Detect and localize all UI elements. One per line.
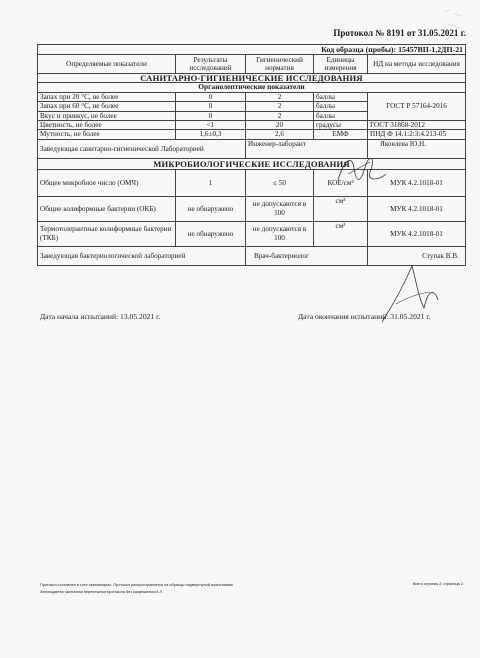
footer-note-2: Запрещается частичная перепечатка протокола без разрешения И.Л.	[40, 590, 163, 594]
sample-code: Код образца (пробы): 15457ВП-1,2ДП-21	[38, 45, 466, 55]
scan-artifact-mark	[440, 6, 470, 36]
table-row	[38, 196, 466, 221]
row-method: МУК 4.2.1018-01	[368, 196, 466, 221]
row-norm: не допускаются в 100	[246, 221, 314, 246]
row-norm: 2,6	[246, 130, 314, 139]
row-name: Термотолерантные колиформные бактерии (ТКБ)	[38, 221, 176, 246]
table-row	[38, 130, 466, 139]
section-micro-title: МИКРОБИОЛОГИЧЕСКИЕ ИССЛЕДОВАНИЯ	[38, 158, 466, 169]
row-norm: 2	[246, 102, 314, 111]
row-name: Мутность, не более	[38, 130, 176, 139]
row-unit: баллы	[314, 111, 368, 120]
table-row	[38, 121, 466, 130]
row-norm: не допускаются в 100	[246, 196, 314, 221]
row-result: не обнаружено	[176, 221, 246, 246]
row-name: Запах при 60 °С, не более	[38, 102, 176, 111]
sanitary-signer: Яковлева Ю.Н.	[368, 139, 466, 158]
table-row	[38, 169, 466, 196]
header-indicators: Определяемые показатели	[38, 55, 176, 74]
row-name: Цветность, не более	[38, 121, 176, 130]
row-method: ГОСТ 31868-2012	[368, 121, 466, 130]
row-norm: 2	[246, 111, 314, 120]
date-end: Дата окончания испытаний: 31.05.2021 г.	[298, 312, 431, 321]
row-result: 1	[176, 169, 246, 196]
header-methods: НД на методы исследования	[368, 55, 466, 74]
row-name: Запах при 20 °С, не более	[38, 92, 176, 101]
footer-note-1: Протокол составлен в трех экземплярах. Протокол распространяется на образцы подвергнутый испытаниям.	[40, 583, 234, 587]
method-gost: ГОСТ Р 57164-2016	[368, 92, 466, 120]
row-name: Общее микробное число (ОМЧ)	[38, 169, 176, 196]
row-unit: см³	[314, 221, 368, 246]
table-row	[38, 221, 466, 246]
results-table	[37, 44, 466, 266]
header-units: Единицы измерения	[314, 55, 368, 74]
row-result: 0	[176, 111, 246, 120]
sanitary-engineer-label: Инженер-лаборант	[246, 139, 368, 158]
row-method: МУК 4.2.1018-01	[368, 169, 466, 196]
row-norm: ≤ 50	[246, 169, 314, 196]
sanitary-head-label: Заведующая санитарно-гигиенической Лабораторией	[38, 139, 246, 158]
table-row	[38, 92, 466, 101]
micro-signer: Ступак В.В.	[368, 246, 466, 265]
sanitary-signature-row	[38, 139, 466, 158]
row-unit: см³	[314, 196, 368, 221]
protocol-title: Протокол № 8191 от 31.05.2021 г.	[333, 28, 466, 38]
micro-head-label: Заведующая бактериологической лабораторией	[38, 246, 246, 265]
row-result: 0	[176, 102, 246, 111]
header-results: Результаты исследований	[176, 55, 246, 74]
micro-doctor-label: Врач-бактериолог	[246, 246, 368, 265]
row-name: Вкус и привкус, не более	[38, 111, 176, 120]
page-info: Всего страниц 2; страница 2.	[412, 582, 464, 586]
row-result: не обнаружено	[176, 196, 246, 221]
row-unit: градусы	[314, 121, 368, 130]
row-unit: КОЕ/см³	[314, 169, 368, 196]
row-result: 1,6±0,3	[176, 130, 246, 139]
table-header-row	[38, 55, 466, 74]
row-unit: баллы	[314, 92, 368, 101]
row-method: МУК 4.2.1018-01	[368, 221, 466, 246]
row-norm: 2	[246, 92, 314, 101]
row-method: ПНД Ф 14.1:2:3:4.213-05	[368, 130, 466, 139]
section-sanitary-title: САНИТАРНО-ГИГИЕНИЧЕСКИЕ ИССЛЕДОВАНИЯ	[38, 74, 466, 83]
date-start: Дата начала испытаний: 13.05.2021 г.	[40, 312, 161, 321]
signature-sanitary	[330, 150, 390, 190]
subsection-organoleptic-title: Органолептические показатели	[38, 83, 466, 92]
header-norm: Гигиенический норматив	[246, 55, 314, 74]
row-result: <1	[176, 121, 246, 130]
row-unit: ЕМФ	[314, 130, 368, 139]
row-unit: баллы	[314, 102, 368, 111]
row-norm: 20	[246, 121, 314, 130]
row-result: 0	[176, 92, 246, 101]
row-name: Общие колиформные бактерии (ОКБ)	[38, 196, 176, 221]
